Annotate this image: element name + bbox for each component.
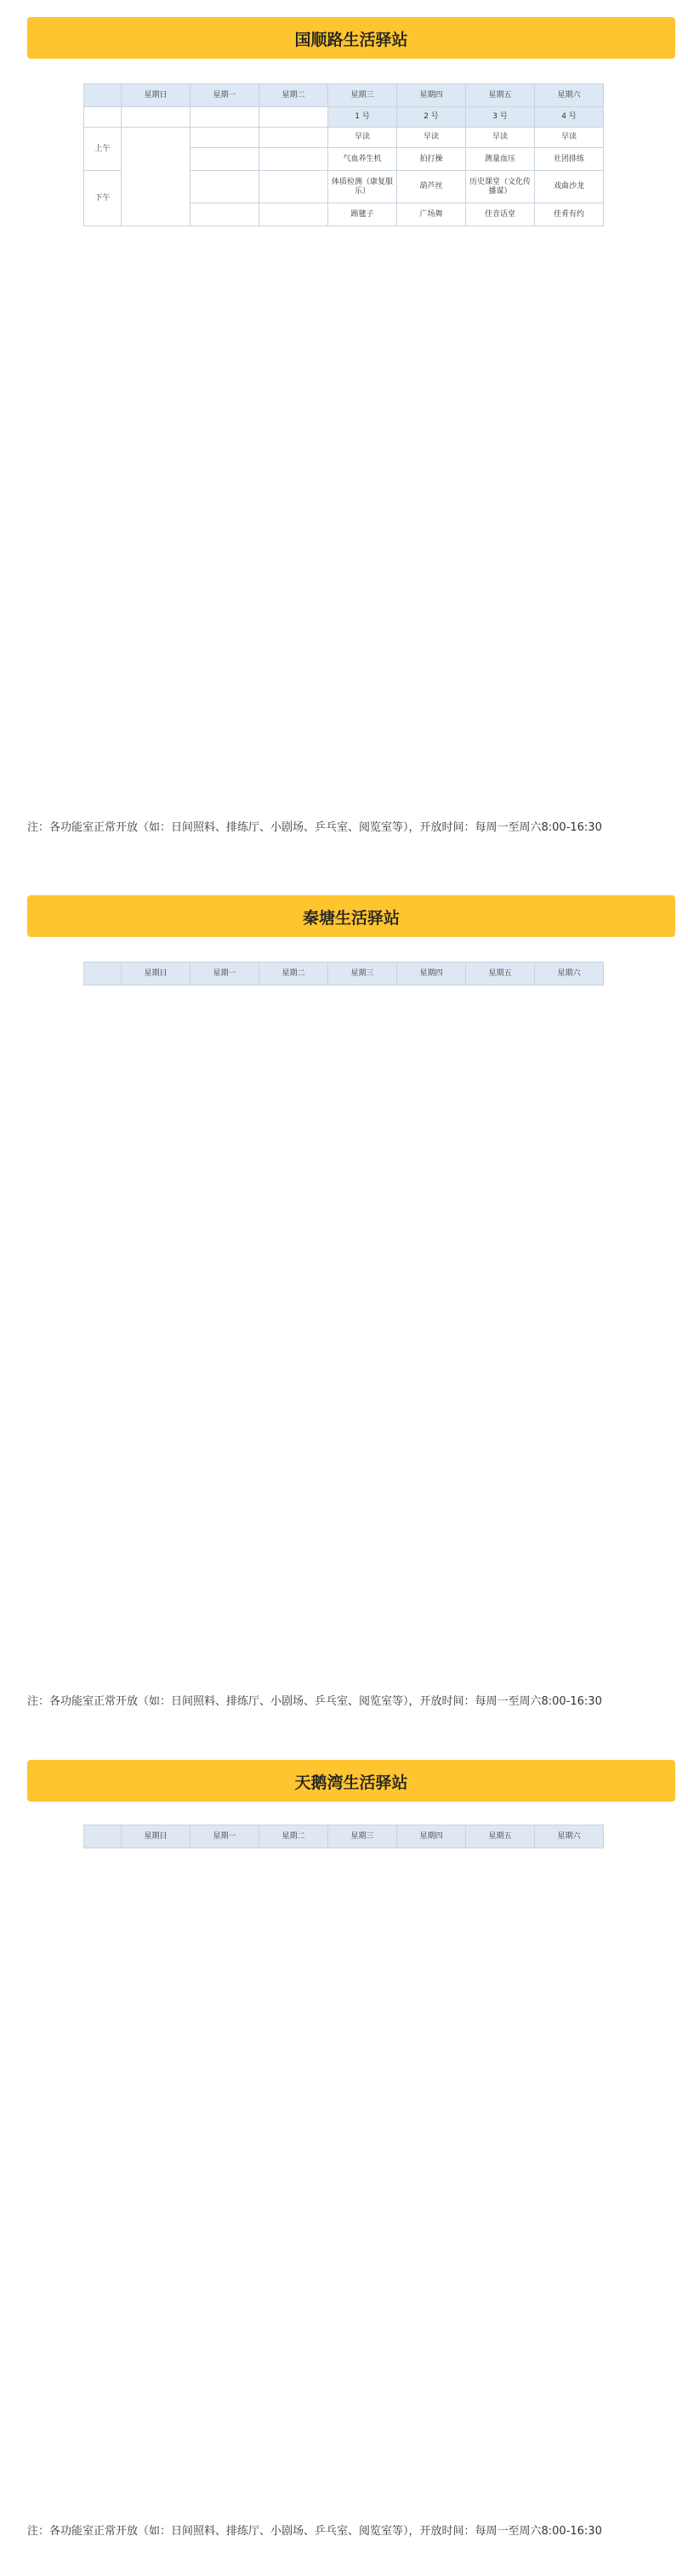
header-cell: 星期日 — [122, 1825, 190, 1848]
activity-cell: 测量血压 — [466, 148, 535, 171]
header-cell: 星期六 — [535, 84, 604, 107]
header-cell: 星期三 — [328, 1825, 397, 1848]
date-cell — [259, 107, 328, 128]
activity-cell: 戏曲沙龙 — [535, 171, 604, 203]
header-row — [84, 1825, 604, 1848]
schedule-table — [83, 962, 604, 985]
activity-cell — [190, 171, 259, 203]
activity-cell: 体质检测（康复服乐） — [328, 171, 397, 203]
activity-cell: 社团排练 — [535, 148, 604, 171]
rest-cell — [122, 128, 190, 226]
activity-cell: 踢毽子 — [328, 203, 397, 226]
schedule-table — [83, 83, 604, 226]
activity-cell — [190, 148, 259, 171]
activity-cell: 早读 — [466, 128, 535, 148]
section-banner — [27, 895, 675, 937]
date-row — [84, 107, 604, 128]
header-cell: 星期二 — [259, 84, 328, 107]
section-banner — [27, 1760, 675, 1802]
date-cell — [122, 107, 190, 128]
section-title: 天鹅湾生活驿站 — [294, 1773, 408, 1792]
date-cell: 1 号 — [328, 107, 397, 128]
header-cell — [84, 1825, 122, 1848]
activity-cell: 佳音话堂 — [466, 203, 535, 226]
section-note: 注：各功能室正常开放（如：日间照料、排练厅、小剧场、乒乓室、阅览室等），开放时间：每周一至周六8:00-16:30 — [27, 821, 602, 834]
header-cell: 星期一 — [190, 962, 259, 985]
header-cell: 星期四 — [397, 84, 466, 107]
section-banner — [27, 17, 675, 59]
header-cell: 星期五 — [466, 962, 535, 985]
header-cell: 星期日 — [122, 962, 190, 985]
section-title: 秦塘生活驿站 — [302, 909, 400, 928]
section-note: 注：各功能室正常开放（如：日间照料、排练厅、小剧场、乒乓室、阅览室等），开放时间：每周一至周六8:00-16:30 — [27, 2525, 602, 2538]
activity-cell: 葫芦丝 — [397, 171, 466, 203]
header-cell: 星期三 — [328, 84, 397, 107]
header-cell — [84, 962, 122, 985]
header-cell: 星期六 — [535, 962, 604, 985]
header-cell: 星期一 — [190, 84, 259, 107]
activity-cell: 拍打操 — [397, 148, 466, 171]
activity-cell — [259, 203, 328, 226]
activity-cell — [259, 171, 328, 203]
activity-cell — [190, 128, 259, 148]
activity-cell: 广场舞 — [397, 203, 466, 226]
activity-cell — [190, 203, 259, 226]
section-note: 注：各功能室正常开放（如：日间照料、排练厅、小剧场、乒乓室、阅览室等），开放时间：每周一至周六8:00-16:30 — [27, 1695, 602, 1708]
date-cell — [84, 107, 122, 128]
schedule-table — [83, 1825, 604, 1848]
header-cell: 星期二 — [259, 1825, 328, 1848]
date-cell — [190, 107, 259, 128]
date-cell: 4 号 — [535, 107, 604, 128]
activity-cell: 早读 — [328, 128, 397, 148]
activity-cell — [259, 128, 328, 148]
header-cell — [84, 84, 122, 107]
header-cell: 星期四 — [397, 1825, 466, 1848]
schedule-row — [84, 128, 604, 148]
header-cell: 星期一 — [190, 1825, 259, 1848]
header-cell: 星期五 — [466, 1825, 535, 1848]
header-cell: 星期日 — [122, 84, 190, 107]
activity-cell — [259, 148, 328, 171]
date-cell: 3 号 — [466, 107, 535, 128]
header-cell: 星期六 — [535, 1825, 604, 1848]
activity-cell: 早读 — [535, 128, 604, 148]
am-label: 上午 — [84, 128, 122, 171]
activity-cell: 历史课堂（文化传播谋） — [466, 171, 535, 203]
header-row — [84, 84, 604, 107]
header-cell: 星期二 — [259, 962, 328, 985]
header-cell: 星期四 — [397, 962, 466, 985]
header-row — [84, 962, 604, 985]
header-cell: 星期五 — [466, 84, 535, 107]
header-cell: 星期三 — [328, 962, 397, 985]
activity-cell: 早读 — [397, 128, 466, 148]
date-cell: 2 号 — [397, 107, 466, 128]
pm-label: 下午 — [84, 171, 122, 226]
activity-cell: 气血养生机 — [328, 148, 397, 171]
section-title: 国顺路生活驿站 — [294, 31, 408, 49]
activity-cell: 佳肴有约 — [535, 203, 604, 226]
